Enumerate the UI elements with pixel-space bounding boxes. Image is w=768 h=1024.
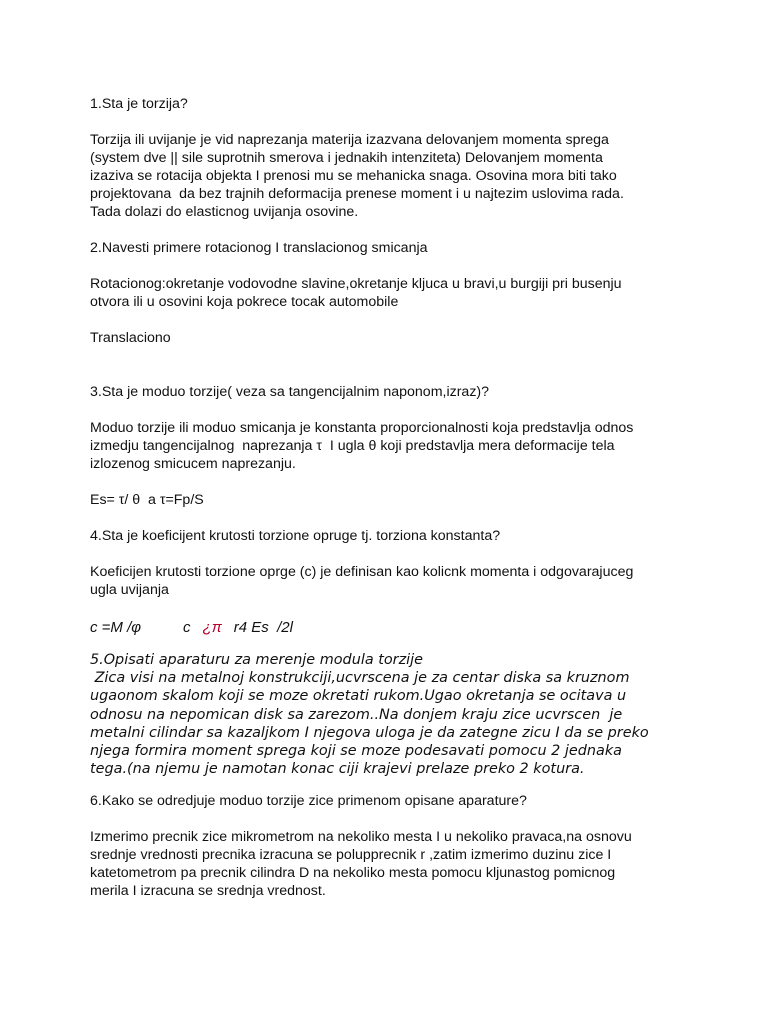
question-3-formula: Es= τ/ θ a τ=Fp/S — [90, 492, 204, 508]
question-5-answer: Zica visi na metalnoj konstrukciji,ucvrscena je za centar diska sa kruznom ugaonom skalom koji se moze okretati rukom.Ugao okretanja se ocitava u odnosu na nepomican disk sa zarezom..Na donjem kraju zice ucvrscen je metalni cilindar sa kazaljkom I njegova uloga je da zategne zicu I da se preko njega formira moment sprega koji se moze podesavati pomocu 2 jednaka tega.(na njemu je namotan konac ciji krajevi prelaze preko 2 kotura. — [90, 670, 649, 778]
question-2-title: 2.Navesti primere rotacionog I translacionog smicanja — [90, 240, 428, 256]
question-4-title: 4.Sta je koeficijent krutosti torzione opruge tj. torziona konstanta? — [90, 528, 501, 544]
question-5-title: 5.Opisati aparaturu za merenje modula torzije — [90, 652, 423, 668]
question-2-answer-translational: Translaciono — [90, 330, 171, 346]
formula-c-over-phi: c =M /φ — [90, 619, 142, 636]
question-4-answer: Koeficijen krutosti torzione oprge (c) je definisan kao kolicnk momenta i odgovarajuceg ugla uvijanja — [90, 564, 634, 598]
question-3-title: 3.Sta je moduo torzije( veza sa tangencijalnim naponom,izraz)? — [90, 384, 490, 400]
question-6-answer: Izmerimo precnik zice mikrometrom na nekoliko mesta I u nekoliko pravaca,na osnovu srednje vrednosti precnika izracuna se polupprecnik r ,zatim izmerimo duzinu zice I katetometrom pa precnik cilindra D na nekoliko mesta pomocu kljunastog pomicnog merila I izracuna se srednja vrednost. — [90, 829, 632, 900]
question-4-formula — [90, 619, 690, 637]
question-2-answer-rotational: Rotacionog:okretanje vodovodne slavine,okretanje kljuca u bravi,u burgiji pri busenju otvora ili u osovini koja pokrece tocak automobile — [90, 276, 622, 310]
question-3-answer: Moduo torzije ili moduo smicanja je konstanta proporcionalnosti koja predstavlja odnos izmedju tangencijalnog naprezanja τ I ugla θ koji predstavlja mera deformacije tela izlozenog smicucem naprezanju. — [90, 420, 634, 472]
formula-r4-es-2l: r4 Es /2l — [233, 619, 293, 636]
document-page — [90, 95, 690, 900]
question-1-answer: Torzija ili uvijanje je vid naprezanja materija izazvana delovanjem momenta sprega (system dve || sile suprotnih smerova i jednakih intenziteta) Delovanjem momenta izaziva se rotacija objekta I prenosi mu se mehanicka snaga. Osovina mora biti tako projektovana da bez trajnih deformacija prenese moment i u najtezim uslovima rada. Tada dolazi do elasticnog uvijanja osovine. — [90, 132, 624, 220]
question-6-title: 6.Kako se odredjuje moduo torzije zice primenom opisane aparature? — [90, 793, 527, 810]
formula-c-symbol: c — [183, 619, 191, 636]
formula-red-symbols: ¿π — [202, 619, 222, 636]
question-1-title: 1.Sta je torzija? — [90, 96, 188, 112]
